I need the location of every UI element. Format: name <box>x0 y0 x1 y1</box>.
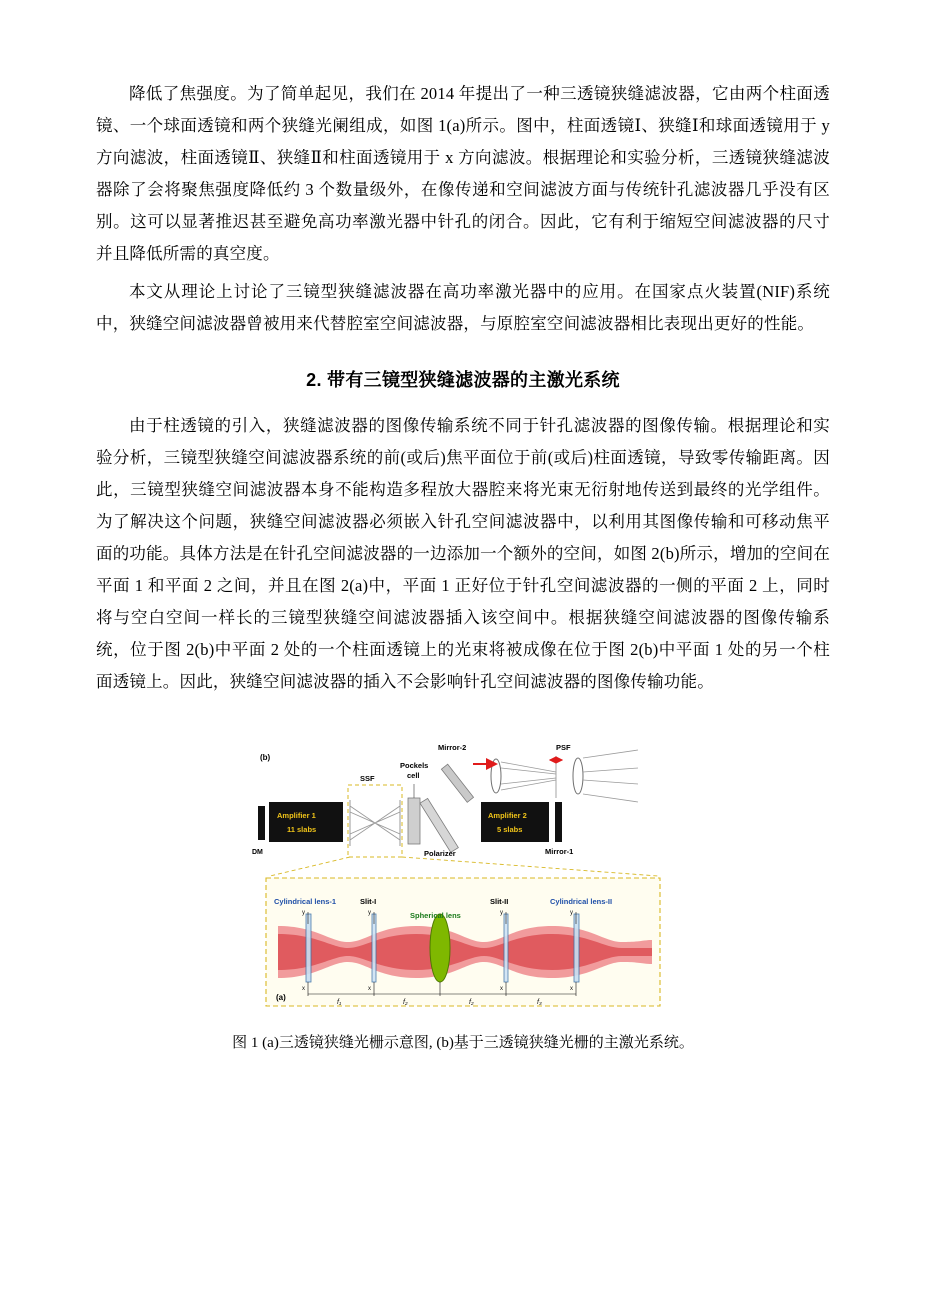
label-pockels-line2: cell <box>407 771 420 780</box>
svg-text:x: x <box>500 986 503 992</box>
label-dm: DM <box>252 849 263 856</box>
label-amplifier2-line1: Amplifier 2 <box>488 811 527 820</box>
svg-text:x: x <box>570 986 573 992</box>
label-f1: f₁ <box>337 999 342 1006</box>
label-ssf: SSF <box>360 774 375 783</box>
section-heading: 2. 带有三镜型狭缝滤波器的主激光系统 <box>306 370 620 390</box>
paragraph-3: 由于柱透镜的引入，狭缝滤波器的图像传输系统不同于针孔滤波器的图像传输。根据理论和实验分析，三镜型狭缝空间滤波器系统的前(或后)焦平面位于前(或后)柱面透镜，导致零传输距离。因此，三镜型狭缝空间滤波器本身不能构造多程放大器腔来将光束无衍射地传送到最终的光学组件。为了解决这个问题，狭缝空间滤波器必须嵌入针孔空间滤波器中，以利用其图像传输和可移动焦平面的功能。具体方法是在针孔空间滤波器的一边添加一个额外的空间，如图 2(b)所示，增加的空间在平面 1 和平面 2 之间，并且在图 2(a)中，平面 1 正好位于针孔空间滤波器的一侧的平面 2 上，同时将与空白空间一样长的三镜型狭缝空间滤波器插入该空间中。根据狭缝空间滤波器的图像传输系统，位于图 2(b)中平面 2 处的一个柱面透镜上的光束将被成像在位于图 2(b)中平面 1 处的另一个柱面透镜上。因此，狭缝空间滤波器的插入不会影响针孔空间滤波器的图像传输功能。 <box>96 416 831 691</box>
label-polarizer: Polarizer <box>424 849 456 858</box>
label-spherical-lens: Spherical lens <box>410 911 461 920</box>
label-slit-1: Slit-I <box>360 897 377 906</box>
paragraph-2: 本文从理论上讨论了三镜型狭缝滤波器在高功率激光器中的应用。在国家点火装置(NIF)系统中，狭缝空间滤波器曾被用来代替腔室空间滤波器，与原腔室空间滤波器相比表现出更好的性能。 <box>96 282 830 333</box>
figure-caption: 图 1 (a)三透镜狭缝光栅示意图, (b)基于三透镜狭缝光栅的主激光系统。 <box>232 1035 694 1051</box>
panel-a-label: (a) <box>276 993 286 1002</box>
label-mirror2: Mirror-2 <box>438 743 467 752</box>
svg-text:x: x <box>368 986 371 992</box>
label-f3: f₂ <box>469 999 474 1006</box>
label-f2: f₂ <box>403 999 408 1006</box>
figure-block <box>96 728 830 1052</box>
panel-b-label: (b) <box>260 753 271 762</box>
svg-text:y: y <box>570 910 573 916</box>
label-amplifier1-line2: 11 slabs <box>287 825 317 834</box>
label-cyl-lens-2: Cylindrical lens-II <box>550 897 613 906</box>
label-mirror1: Mirror-1 <box>545 847 574 856</box>
figure-image <box>238 728 688 1013</box>
label-amplifier2-line2: 5 slabs <box>497 825 523 834</box>
label-amplifier1-line1: Amplifier 1 <box>277 811 316 820</box>
label-psf: PSF <box>556 743 571 752</box>
label-slit-2: Slit-II <box>490 897 509 906</box>
paragraph-1: 降低了焦强度。为了简单起见，我们在 2014 年提出了一种三透镜狭缝滤波器，它由两个柱面透镜、一个球面透镜和两个狭缝光阑组成，如图 1(a)所示。图中，柱面透镜Ⅰ、狭缝Ⅰ和球面透镜用于 y 方向滤波，柱面透镜Ⅱ、狭缝Ⅱ和柱面透镜用于 x 方向滤波。根据理论和实验分析，三透镜狭缝滤波器除了会将聚焦强度降低约 3 个数量级外，在像传递和空间滤波方面与传统针孔滤波器几乎没有区别。这可以显著推迟甚至避免高功率激光器中针孔的闭合。因此，它有利于缩短空间滤波器的尺寸并且降低所需的真空度。 <box>96 84 830 263</box>
label-cyl-lens-1: Cylindrical lens-1 <box>274 897 337 906</box>
label-f4: f₃ <box>537 999 542 1006</box>
svg-text:y: y <box>500 910 503 916</box>
svg-text:y: y <box>368 910 371 916</box>
svg-text:x: x <box>302 986 305 992</box>
label-pockels-line1: Pockels <box>400 761 429 770</box>
svg-text:y: y <box>302 910 305 916</box>
